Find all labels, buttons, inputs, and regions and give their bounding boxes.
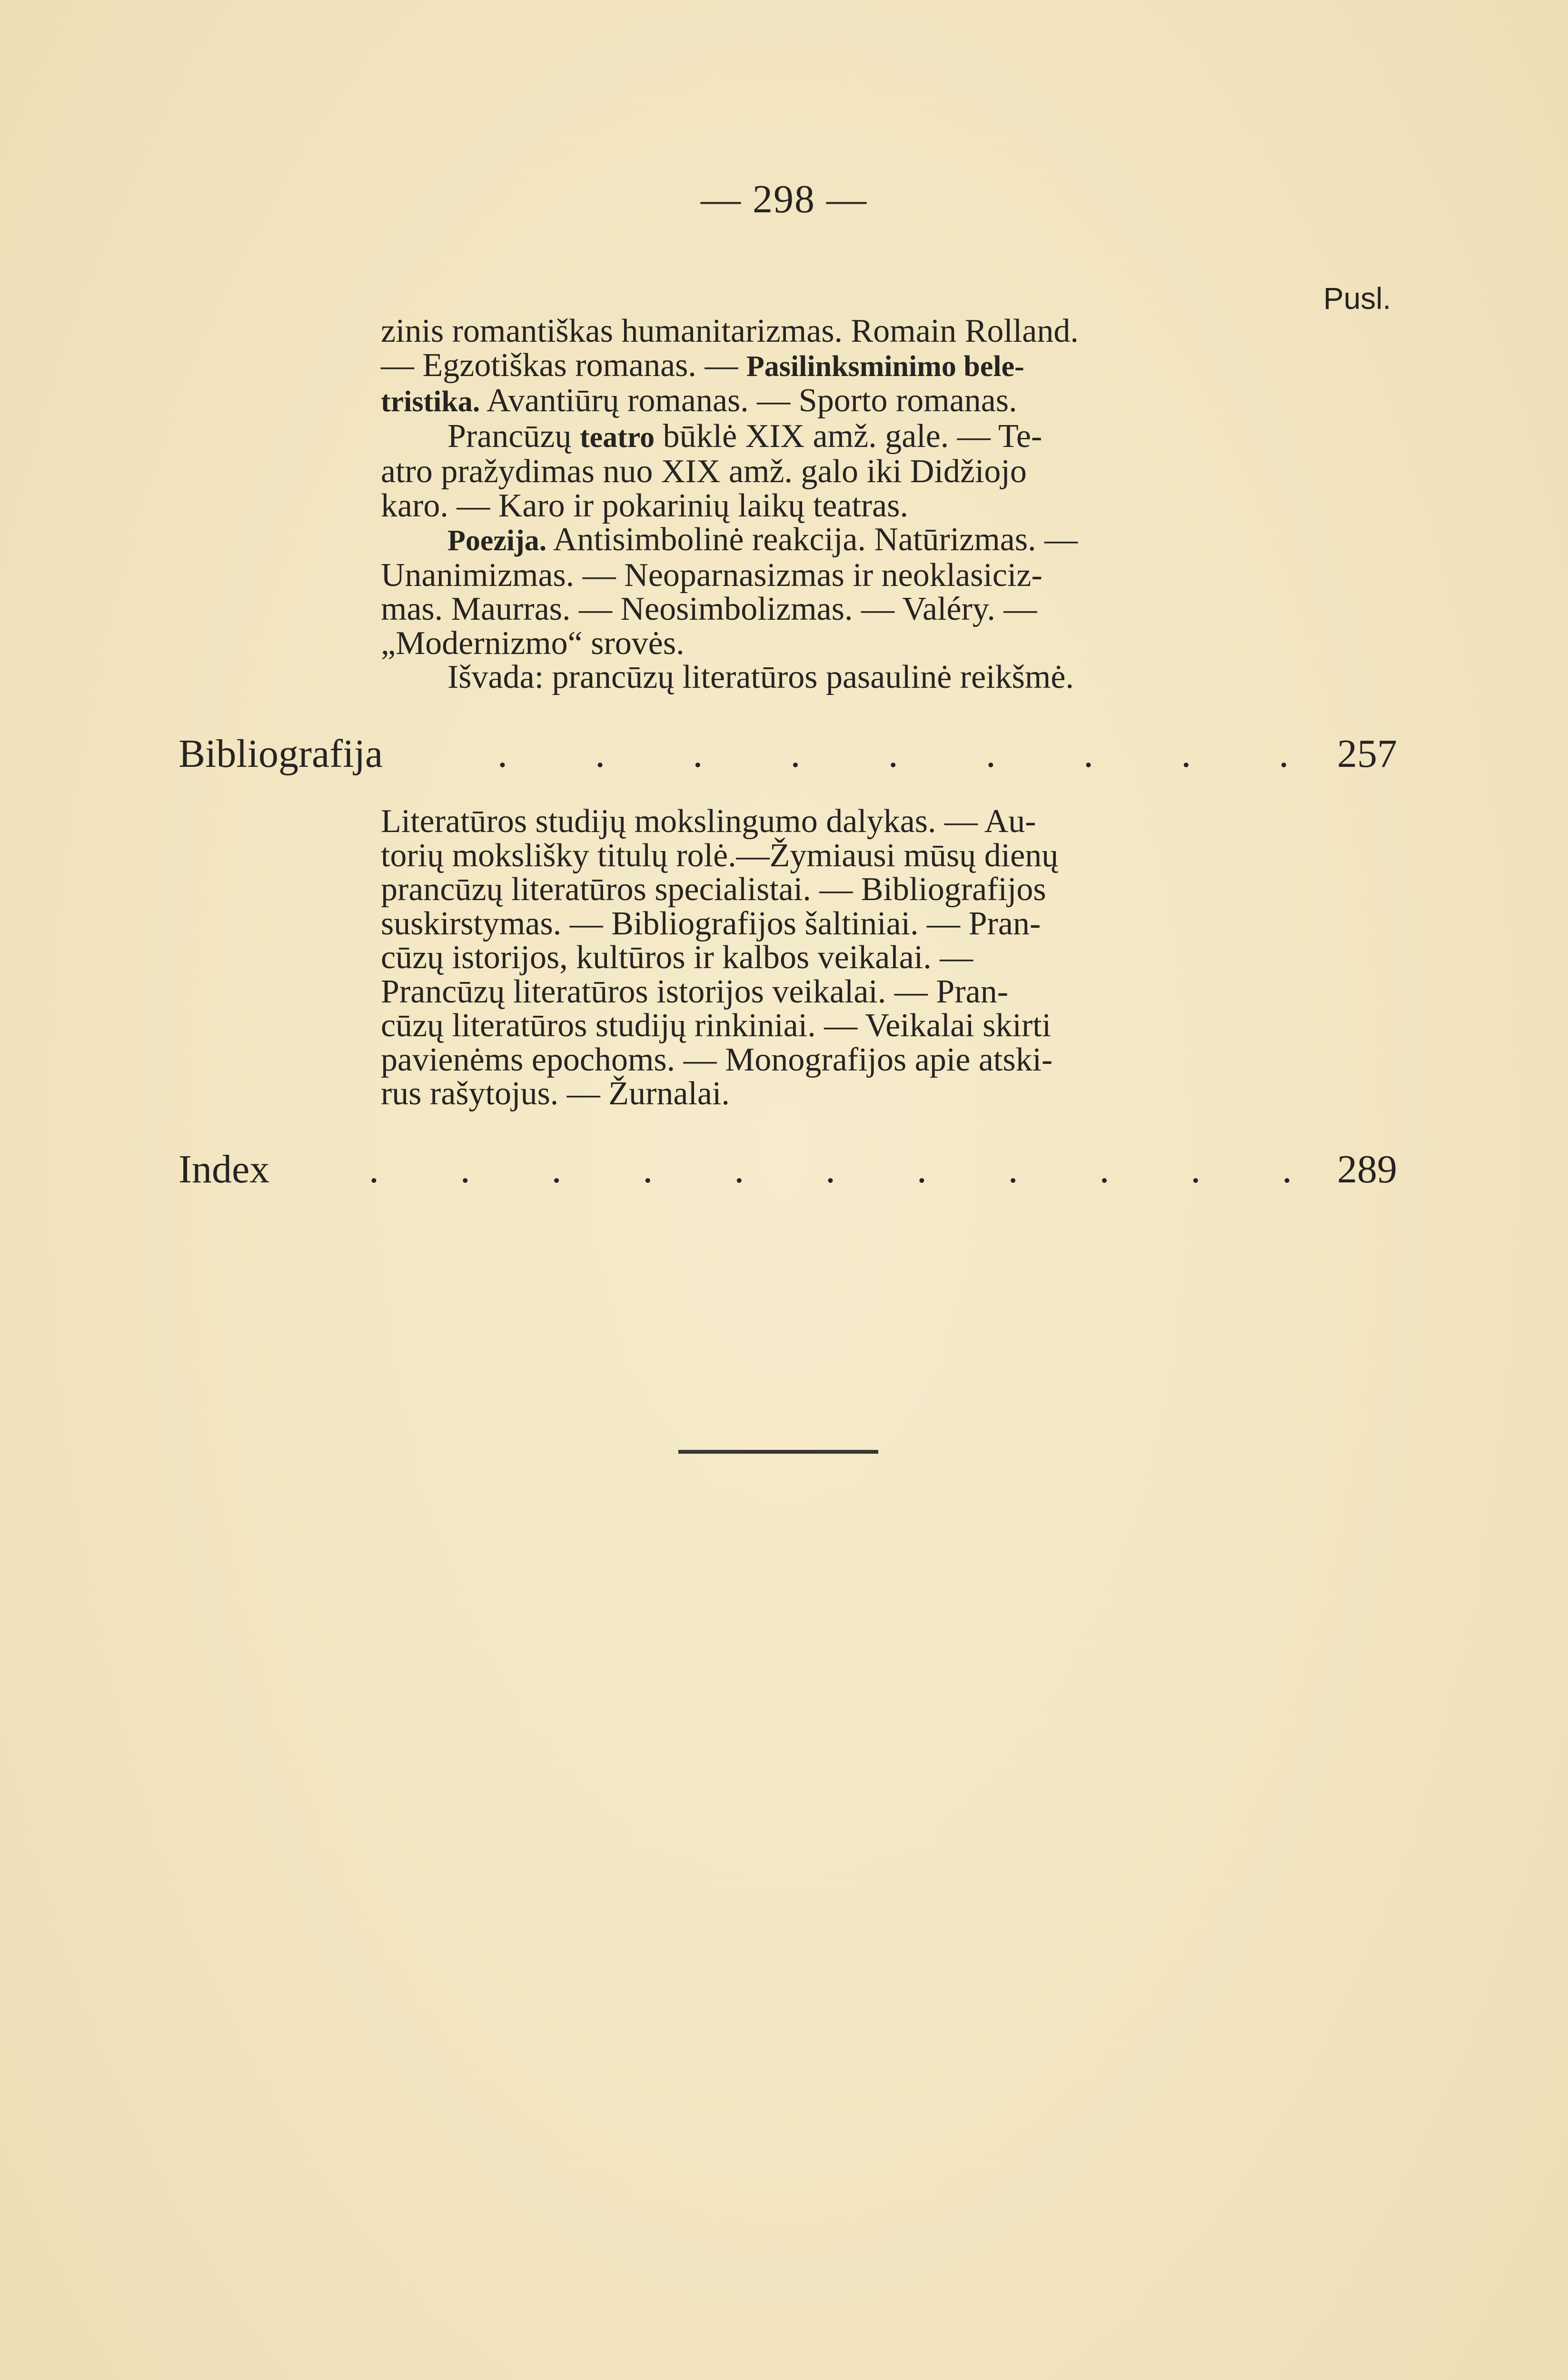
- text-line: karo. — Karo ir pokarinių laikų teatras.: [381, 487, 908, 524]
- page-number: — 298 —: [701, 177, 867, 221]
- text-line: suskirstymas. — Bibliografijos šaltiniai. — Pran-: [381, 905, 1041, 942]
- text-line: tristika. Avantiūrų romanas. — Sporto romanas.: [381, 382, 1017, 419]
- toc-leader-dots: . . . . . . . . . . .: [369, 1147, 1328, 1191]
- text-line: Prancūzų teatro būklė XIX amž. gale. — Te-: [447, 417, 1042, 455]
- toc-label: Index: [179, 1147, 270, 1191]
- continued-section-text: [381, 314, 1200, 694]
- text-line: Poezija. Antisimbolinė reakcija. Natūrizmas. —: [447, 521, 1078, 558]
- text-line: mas. Maurras. — Neosimbolizmas. — Valéry. —: [381, 591, 1037, 627]
- end-rule-divider: [678, 1450, 878, 1454]
- toc-page-number: 257: [1337, 732, 1397, 776]
- toc-leader-dots: . . . . . . . . .: [497, 732, 1328, 776]
- text-line: Prancūzų literatūros istorijos veikalai. — Pran-: [381, 973, 1009, 1010]
- text-line: cūzų literatūros studijų rinkiniai. — Veikalai skirti: [381, 1007, 1052, 1044]
- text-line: pavienėms epochoms. — Monografijos apie atski-: [381, 1041, 1053, 1078]
- page-column-label: Pusl.: [1323, 281, 1391, 316]
- text-line: prancūzų literatūros specialistai. — Bibliografijos: [381, 871, 1046, 908]
- toc-label: Bibliografija: [179, 732, 383, 776]
- text-line: Išvada: prancūzų literatūros pasaulinė reikšmė.: [447, 659, 1074, 695]
- text-line: torių mokslišky titulų rolė.—Žymiausi mūsų dienų: [381, 837, 1059, 874]
- text-line: Unanimizmas. — Neoparnasizmas ir neoklasiciz-: [381, 556, 1042, 594]
- toc-entry-index: [179, 1146, 1397, 1199]
- toc-entry-bibliografija: [179, 731, 1397, 783]
- text-line: rus rašytojus. — Žurnalai.: [381, 1075, 730, 1112]
- bibliografija-section-text: [381, 804, 1200, 1111]
- text-line: cūzų istorijos, kultūros ir kalbos veikalai. —: [381, 939, 973, 976]
- text-line: „Modernizmo“ srovės.: [381, 625, 685, 662]
- toc-page-number: 289: [1337, 1147, 1397, 1191]
- text-line: — Egzotiškas romanas. — Pasilinksminimo bele-: [381, 347, 1024, 384]
- text-line: Literatūros studijų mokslingumo dalykas. — Au-: [381, 803, 1036, 840]
- text-line: zinis romantiškas humanitarizmas. Romain Rolland.: [381, 313, 1079, 349]
- text-line: atro pražydimas nuo XIX amž. galo iki Didžiojo: [381, 453, 1027, 490]
